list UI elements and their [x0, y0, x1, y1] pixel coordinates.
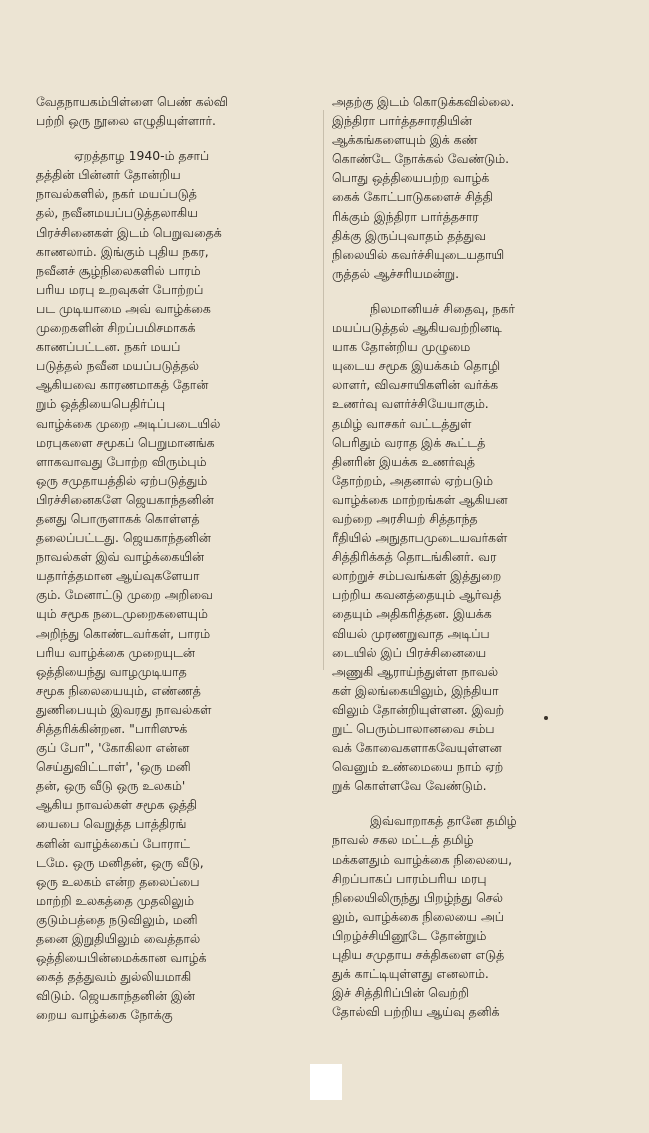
text-line: நிலையிலிருந்து பிறழ்ந்து செல்	[332, 889, 503, 905]
text-line: கொண்டே நோக்கல் வேண்டும்.	[332, 151, 510, 167]
text-line: காணலாம். இங்கும் புதிய நகர,	[36, 243, 209, 259]
text-line: பட முடியாமை அவ் வாழ்க்கை	[36, 300, 211, 316]
text-line: இவ்வாறாகத் தானே தமிழ்	[370, 813, 517, 829]
ink-dot	[544, 716, 548, 720]
text-line: இந்திரா பார்த்தசாரதியின்	[332, 113, 472, 129]
text-line: தலைப்பட்டது. ஜெயகாந்தனின்	[36, 530, 211, 546]
left-column	[36, 92, 318, 1025]
text-line: யும் சமூக நடைமுறைகளையும்	[36, 606, 208, 622]
text-line: தனது பொருளாகக் கொள்ளத்	[36, 510, 200, 526]
text-line: அதற்கு இடம் கொடுக்கவில்லை.	[332, 94, 515, 109]
text-line: சித்தரிக்கின்றன. "பாரிஸுக்	[36, 721, 188, 736]
text-line: பரிய வாழ்க்கை முறையுடன்	[36, 644, 195, 660]
text-line: வியல் முரணறுவாத அடிப்ப	[332, 625, 490, 641]
text-line: வேதநாயகம்பிள்ளை பெண் கல்வி	[36, 94, 228, 109]
feudal-decline-paragraph	[332, 299, 616, 795]
right-column	[332, 92, 616, 1021]
text-line: மாற்றி உலகத்தை முதலிலும்	[36, 892, 194, 908]
text-line: யதார்த்தமான ஆய்வுகளேயா	[36, 568, 200, 584]
text-line: மக்களதும் வாழ்க்கை நிலையை,	[332, 851, 513, 867]
intro-paragraph	[36, 92, 318, 130]
text-line: பொது ஒத்தியைபற்ற வாழ்க்	[332, 170, 490, 186]
text-line: யுடைய சமூக இயக்கம் தொழி	[332, 358, 501, 374]
text-line: பெரிதும் வராத இக் கூட்டத்	[332, 434, 486, 450]
text-line: யைபை வெறுத்த பாத்திரங்	[36, 816, 187, 832]
text-line: லாளர், விவசாயிகளின் வர்க்க	[332, 377, 499, 393]
text-line: அறிந்து கொண்டவர்கள், பாரம்	[36, 625, 211, 641]
novels-1940-paragraph	[36, 146, 318, 1024]
text-line: டமே. ஒரு மனிதன், ஒரு வீடு,	[36, 854, 204, 870]
text-line: கைத் தத்துவம் துல்லியமாகி	[36, 969, 192, 985]
text-line: றைய வாழ்க்கை நோக்கு	[36, 1007, 173, 1023]
text-line: இச் சித்திரிப்பின் வெற்றி	[332, 985, 469, 1001]
conclusion-paragraph	[332, 811, 616, 1021]
text-line: பிரச்சினைகளே ஜெயகாந்தனின்	[36, 491, 214, 507]
text-line: தோற்றம், அதனால் ஏற்படும்	[332, 472, 493, 488]
text-line: குப் போ", 'கோகிலா என்ன	[36, 740, 190, 756]
text-line: தோல்வி பற்றிய ஆய்வு தனிக்	[332, 1004, 500, 1020]
text-line: குடும்பத்தை நடுவிலும், மனி	[36, 911, 198, 927]
text-line: திக்கு இருப்புவாதம் தத்துவ	[332, 227, 486, 243]
text-line: தன், ஒரு வீடு ஒரு உலகம்'	[36, 778, 186, 794]
text-line: தத்தின் பின்னர் தோன்றிய	[36, 167, 181, 183]
text-line: தினரின் இயக்க உணர்வுத்	[332, 453, 475, 469]
text-line: தமிழ் வாசகர் வட்டத்துள்	[332, 415, 472, 431]
text-line: கள் இலங்கையிலும், இந்தியா	[332, 682, 499, 698]
text-line: டையில் இப் பிரச்சினையை	[332, 644, 487, 660]
indira-parthasarathy-paragraph	[332, 92, 616, 283]
text-line: சமூக நிலையையும், எண்ணத்	[36, 682, 201, 698]
text-line: தனை இறுதியிலும் வைத்தால்	[36, 931, 201, 947]
text-line: நிலமானியச் சிதைவு, நகர்	[370, 300, 515, 316]
text-line: நாவல்களில், நகர் மயப்படுத்	[36, 186, 197, 202]
text-line: சித்திரிக்கத் தொடங்கினர். வர	[332, 549, 497, 565]
text-line: லும், வாழ்க்கை நிலையை அப்	[332, 908, 504, 924]
text-line: நிலையில் கவர்ச்சியுடையதாயி	[332, 246, 505, 262]
text-line: தல், நவீனமயப்படுத்தலாகிய	[36, 205, 198, 221]
text-line: முறைகளின் சிறப்பமிசமாகக்	[36, 320, 196, 336]
text-line: வெனும் உண்மையை நாம் ஏற்	[332, 759, 504, 775]
text-line: ஒரு சமுதாயத்தில் ஏற்படுத்தும்	[36, 472, 208, 488]
text-line: பற்றி ஒரு நூலை எழுதியுள்ளார்.	[36, 113, 216, 129]
text-line: பரிய மரபு உறவுகள் போற்றப்	[36, 281, 204, 297]
text-line: துணிபையும் இவரது நாவல்கள்	[36, 701, 212, 717]
text-line: நவீனச் சூழ்நிலைகளில் பாரம்	[36, 262, 201, 278]
text-line: ஆகியவை காரணமாகத் தோன்	[36, 377, 209, 393]
text-line: வாழ்க்கை முறை அடிப்படையில்	[36, 415, 221, 431]
text-line: ளாகவாவது போற்ற விரும்பும்	[36, 453, 207, 469]
page-number-patch	[310, 1064, 342, 1100]
text-line: காணப்பட்டன. நகர் மயப்	[36, 339, 181, 355]
column-divider	[323, 110, 324, 670]
text-line: வற்றை அரசியற் சித்தாந்த	[332, 510, 478, 526]
text-line: புதிய சமுதாய சக்திகளை எடுத்	[332, 947, 505, 963]
text-line: செய்துவிட்டாள்', 'ஒரு மனி	[36, 759, 191, 775]
text-line: உணர்வு வளர்ச்சியேயாகும்.	[332, 396, 489, 412]
text-line: றுட் பெரும்பாலானவை சம்ப	[332, 721, 495, 736]
text-line: ரீதியில் அநுதாபமுடையவர்கள்	[332, 530, 508, 546]
text-line: ரிக்கும் இந்திரா பார்த்தசார	[332, 208, 479, 224]
text-line: தையும் அதிகரித்தன. இயக்க	[332, 606, 492, 622]
text-line: கைக் கோட்பாடுகளைச் சித்தி	[332, 189, 493, 205]
text-line: கும். மேனாட்டு முறை அறிவை	[36, 587, 213, 603]
text-line: துக் காட்டியுள்ளது எனலாம்.	[332, 966, 489, 982]
text-line: லாற்றுச் சம்பவங்கள் இத்துறை	[332, 568, 502, 584]
text-line: ஆக்கங்களையும் இக் கண்	[332, 132, 478, 148]
text-line: றுக் கொள்ளவே வேண்டும்.	[332, 778, 487, 794]
text-line: சிறப்பாகப் பாரம்பரிய மரபு	[332, 870, 487, 886]
text-line: வாழ்க்கை மாற்றங்கள் ஆகியன	[332, 491, 508, 507]
text-line: நாவல்கள் இவ் வாழ்க்கையின்	[36, 549, 205, 565]
text-line: களின் வாழ்க்கைப் போராட்	[36, 835, 190, 851]
text-line: வக் கோவைகளாகவேயுள்ளன	[332, 740, 502, 756]
text-line: பற்றிய கவனத்தையும் ஆர்வத்	[332, 587, 502, 603]
text-line: மரபுகளை சமூகப் பெறுமானங்க	[36, 434, 215, 450]
text-line: ஏறத்தாழ 1940-ம் தசாப்	[74, 148, 210, 164]
text-line: அணுகி ஆராய்ந்துள்ள நாவல்	[332, 663, 498, 679]
text-line: விலும் தோன்றியுள்ளன. இவற்	[332, 701, 505, 717]
text-line: ஒத்தியைந்து வாழமுடியாத	[36, 663, 187, 679]
text-line: பிரச்சினைகள் இடம் பெறுவதைக்	[36, 224, 222, 240]
text-line: யாக தோன்றிய முழுமை	[332, 339, 471, 355]
text-line: ஆகிய நாவல்கள் சமூக ஒத்தி	[36, 797, 198, 813]
text-line: பிறழ்ச்சியினூடே தோன்றும்	[332, 927, 487, 943]
text-line: ஒத்தியைபின்மைக்கான வாழ்க்	[36, 950, 207, 966]
text-line: படுத்தல் நவீன மயப்படுத்தல்	[36, 358, 199, 374]
text-line: றும் ஒத்தியைபெதிர்ப்பு	[36, 396, 166, 412]
text-line: விடும். ஜெயகாந்தனின் இன்	[36, 988, 195, 1004]
text-line: நாவல் சகல மட்டத் தமிழ்	[332, 832, 474, 848]
text-line: ஒரு உலகம் என்ற தலைப்பை	[36, 873, 200, 889]
text-line: மயப்படுத்தல் ஆகியவற்றினடி	[332, 320, 502, 336]
text-line: ருத்தல் ஆச்சரியமன்று.	[332, 265, 460, 281]
